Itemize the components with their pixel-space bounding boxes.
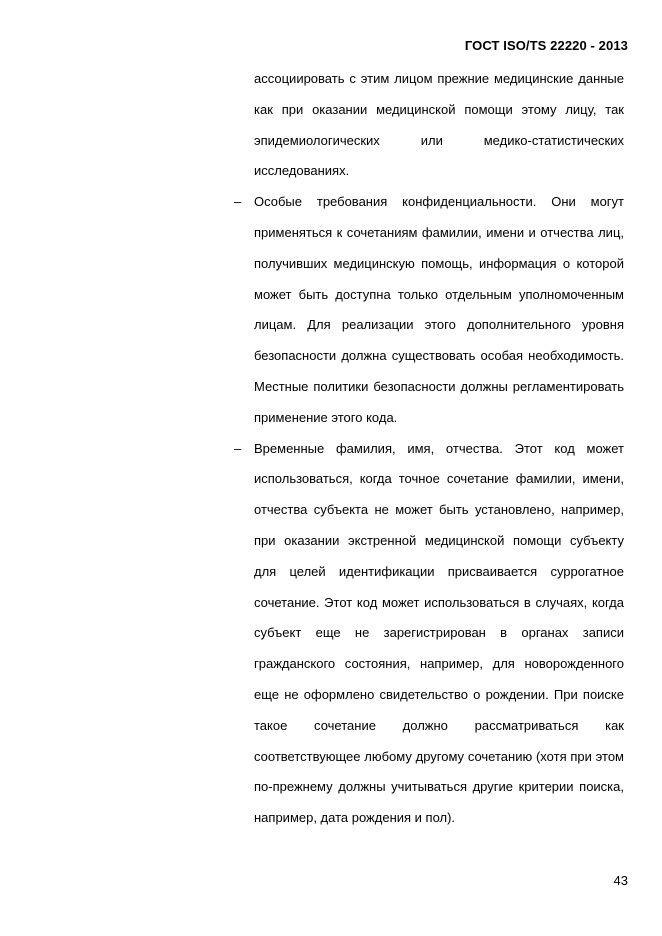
document-header: ГОСТ ISO/TS 22220 - 2013 <box>464 38 628 53</box>
list-item-temporary-name <box>234 434 624 834</box>
continuation-paragraph: ассоциировать с этим лицом прежние медицинские данные как при оказании медицинской помощи этому лицу, так эпидемиологических или медико-статистических исследованиях. <box>254 71 624 179</box>
list-item-text: Особые требования конфиденциальности. Они могут применяться к сочетаниям фамилии, имени и отчества лиц, получивших медицинскую помощь, информация о которой может быть доступна только отдельным уполномоченным лицам. Для реализации этого дополнительного уровня безопасности должна существовать особая необходимость. Местные политики безопасности должны регламентировать применение этого кода. <box>254 194 624 425</box>
document-body <box>234 64 624 834</box>
list-item-confidentiality <box>234 187 624 433</box>
page-number: 43 <box>613 873 628 888</box>
list-dash-marker: – <box>234 440 242 456</box>
list-item-text: Временные фамилия, имя, отчества. Этот код может использоваться, когда точное сочетание фамилии, имени, отчества субъекта не может быть установлено, например, при оказании экстренной медицинской помощи субъекту для целей идентификации присваивается суррогатное сочетание. Этот код может использоваться в случаях, когда субъект еще не зарегистрирован в органах записи гражданского состояния, например, для новорожденного еще не оформлено свидетельство о рождении. При поиске такое сочетание должно рассматриваться как соответствующее любому другому сочетанию (хотя при этом по-прежнему должны учитываться другие критерии поиска, например, дата рождения и пол). <box>254 440 624 826</box>
list-dash-marker: – <box>234 194 242 210</box>
